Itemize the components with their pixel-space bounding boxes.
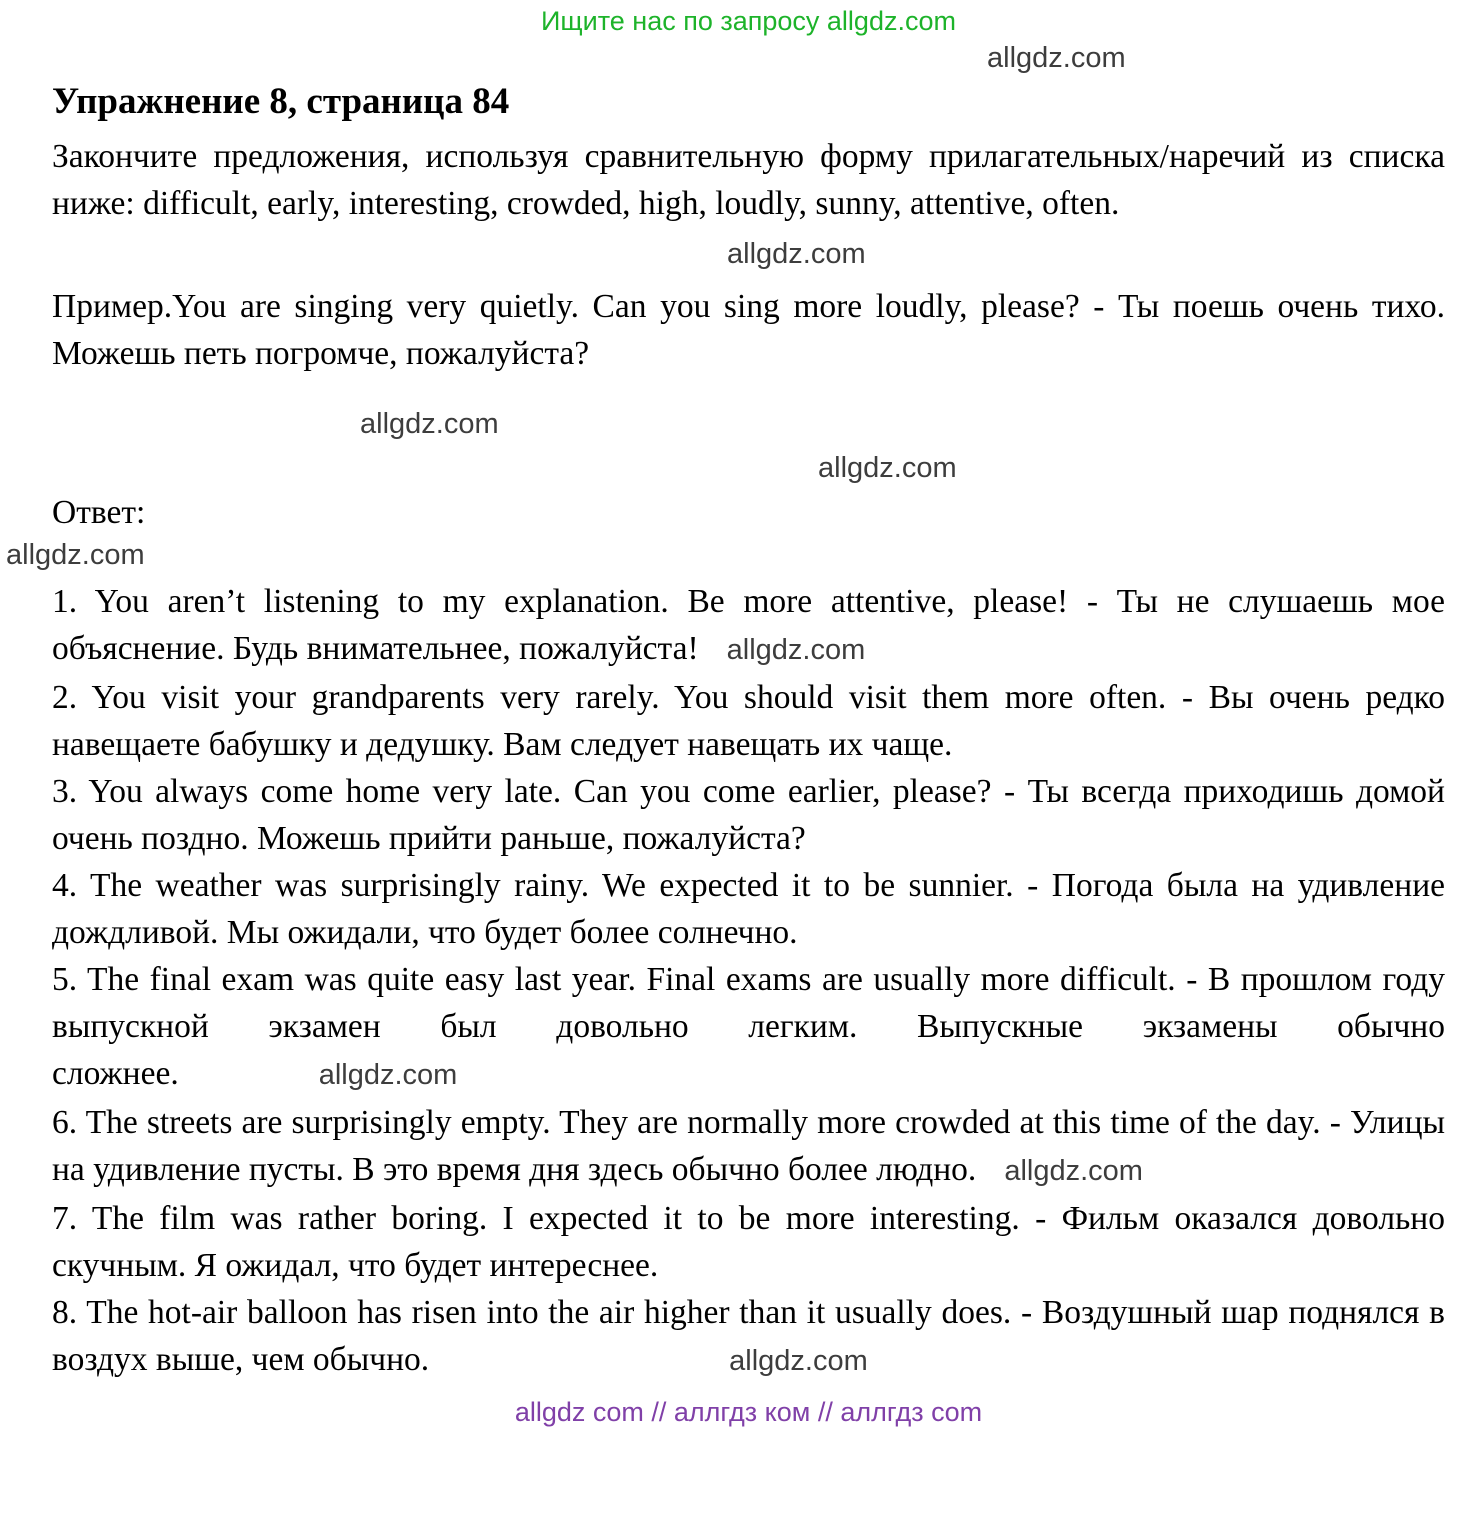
answer-item-3 [52,768,1445,862]
watermark-inline: allgdz.com [726,634,866,666]
answer-item-7 [52,1195,1445,1289]
answer-text: 1. You aren’t listening to my explanation. Be more attentive, please! - Ты не слушаешь мое объяснение. Будь внимательнее, пожалуйста! [52,583,1445,667]
watermark-far-left: allgdz.com [6,539,145,571]
answer-item-5 [52,956,1445,1099]
answer-item-2 [52,674,1445,768]
watermark-mid-left: allgdz.com [360,408,499,440]
answer-text: 2. You visit your grandparents very rarely. You should visit them more often. - Вы очень редко навещаете бабушку и дедушку. Вам следует навещать их чаще. [52,679,1445,763]
watermark-center: allgdz.com [727,238,866,270]
watermark-inline: allgdz.com [318,1059,458,1091]
watermark-mid-center: allgdz.com [818,452,957,484]
answer-item-4 [52,862,1445,956]
exercise-title: Упражнение 8, страница 84 [52,81,510,122]
answer-label: Ответ: [52,494,146,531]
answer-text: 4. The weather was surprisingly rainy. We expected it to be sunnier. - Погода была на удивление дождливой. Мы ожидали, что будет более солнечно. [52,867,1445,951]
watermark-inline: allgdz.com [1004,1155,1143,1187]
answer-text: 6. The streets are surprisingly empty. They are normally more crowded at this time of the day. - Улицы на удивление пусты. В это время дня здесь обычно более людно. [52,1104,1445,1188]
watermark-inline: allgdz.com [729,1345,868,1377]
answer-item-8 [52,1289,1445,1385]
answer-item-6 [52,1099,1445,1195]
task-text: Закончите предложения, используя сравнительную форму прилагательных/наречий из списка ниже: difficult, early, interesting, crowded, high, loudly, sunny, attentive, often. [52,138,1445,222]
answer-text: 8. The hot-air balloon has risen into the air higher than it usually does. - Воздушный шар поднялся в воздух выше, чем обычно. [52,1294,1445,1378]
answers-list [52,578,1445,1385]
answer-text: 5. The final exam was quite easy last year. Final exams are usually more difficult. - В прошлом году выпускной экзамен был довольно легким. Выпускные экзамены обычно сложнее. [52,961,1445,1092]
answer-text: 7. The film was rather boring. I expected it to be more interesting. - Фильм оказался довольно скучным. Я ожидал, что будет интереснее. [52,1200,1445,1284]
watermark-top-right: allgdz.com [987,42,1126,74]
answer-text: 3. You always come home very late. Can you come earlier, please? - Ты всегда приходишь домой очень поздно. Можешь прийти раньше, пожалуйста? [52,773,1445,857]
example-text: Пример.You are singing very quietly. Can you sing more loudly, please? - Ты поешь очень тихо. Можешь петь погромче, пожалуйста? [52,288,1445,372]
promo-banner: Ищите нас по запросу allgdz.com [541,6,956,36]
footer-links: allgdz com // аллгдз ком // аллгдз com [514,1397,983,1427]
answer-item-1 [52,578,1445,674]
